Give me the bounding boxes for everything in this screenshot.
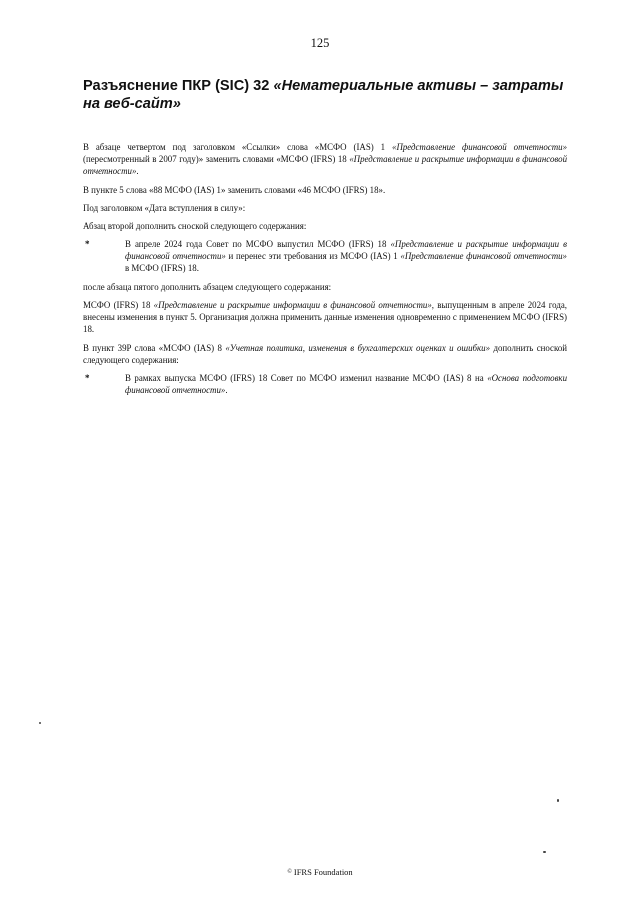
text-run: (пересмотренный в 2007 году)» заменить словами «МСФО (IFRS) 18	[83, 154, 347, 164]
paragraph-point-5: В пункте 5 слова «88 МСФО (IAS) 1» заменить словами «46 МСФО (IFRS) 18».	[83, 185, 386, 195]
footer-text: IFRS Foundation	[293, 867, 353, 877]
text-run: В рамках выпуска МСФО (IFRS) 18 Совет по МСФО изменил название МСФО (IAS) 8 на	[125, 373, 484, 383]
italic-run: «Учетная политика, изменения в бухгалтерских оценках и ошибки»	[225, 343, 491, 353]
italic-run: «Представление и раскрытие информации в финансовой отчетности»	[125, 239, 568, 261]
text-run: .	[225, 385, 228, 395]
paragraph-references	[83, 141, 567, 177]
italic-run: «Представление и раскрытие информации в финансовой отчетности»	[153, 300, 432, 310]
footnote-1	[83, 238, 567, 274]
copyright-symbol: ©	[287, 869, 292, 875]
footnote-2	[83, 372, 567, 396]
scan-speck	[39, 722, 41, 724]
heading-prefix: Разъяснение ПКР (SIC) 32	[83, 78, 270, 94]
paragraph-effective-date: Под заголовком «Дата вступления в силу»:	[83, 203, 246, 213]
text-run: .	[136, 166, 139, 176]
page-footer	[0, 867, 640, 877]
footnote-marker: *	[85, 239, 90, 249]
page-heading	[83, 77, 583, 113]
paragraph-ifrs18-amendment	[83, 299, 567, 335]
page-number: 125	[310, 36, 330, 50]
text-run: В абзаце четвертом под заголовком «Ссылки» слова «МСФО (IAS) 1	[83, 142, 386, 152]
text-run: В пункт 39P слова «МСФО (IAS) 8	[83, 343, 222, 353]
scan-speck	[543, 851, 546, 853]
italic-run: «Представление финансовой отчетности»	[392, 142, 568, 152]
italic-run: «Основа подготовки финансовой отчетности»	[125, 373, 568, 395]
text-run: В апреле 2024 года Совет по МСФО выпустил МСФО (IFRS) 18	[125, 239, 387, 249]
document-body	[83, 141, 567, 403]
italic-run: «Представление и раскрытие информации в финансовой отчетности»	[83, 154, 568, 176]
paragraph-after-fifth: после абзаца пятого дополнить абзацем следующего содержания:	[83, 282, 332, 292]
text-run: и перенес эти требования из МСФО (IAS) 1	[228, 251, 398, 261]
footnote-marker: *	[85, 373, 90, 383]
paragraph-footnote-intro: Абзац второй дополнить сноской следующего содержания:	[83, 221, 307, 231]
text-run: МСФО (IFRS) 18	[83, 300, 151, 310]
paragraph-point-39p	[83, 342, 567, 366]
text-run: , выпущенным в апреле 2024 года, внесены изменения в пункт 5. Организация должна применить данные изменения одновременно с применением МСФО (IFRS) 18.	[83, 300, 568, 334]
italic-run: «Представление финансовой отчетности»	[400, 251, 567, 261]
scan-speck	[557, 799, 559, 802]
text-run: дополнить сноской следующего содержания:	[83, 343, 568, 365]
heading-title: «Нематериальные активы – затраты на веб-сайт»	[83, 78, 564, 112]
text-run: в МСФО (IFRS) 18.	[125, 263, 199, 273]
